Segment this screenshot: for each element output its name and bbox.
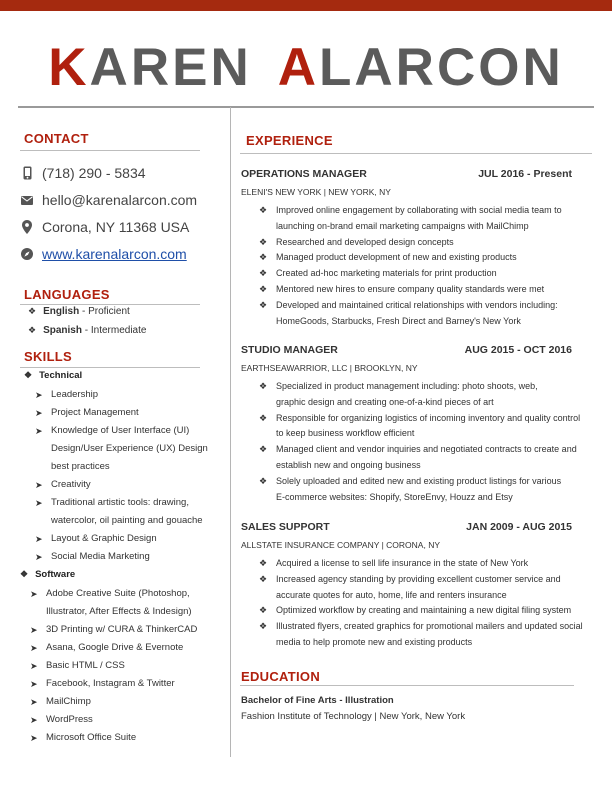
diamond-bullet-icon: ❖ — [259, 381, 268, 391]
skills-heading: SKILLS — [24, 349, 73, 364]
text-line: Optimized workflow by creating and maintaining a new digital filing system — [276, 605, 572, 616]
job-bullet — [259, 556, 599, 572]
diamond-bullet-icon: ❖ — [28, 325, 37, 335]
text-line: launching on-brand email marketing campaigns with MailChimp — [276, 220, 529, 231]
text-line: Layout & Graphic Design — [51, 533, 157, 544]
text-line: Design/User Experience (UX) Design — [51, 443, 208, 454]
text-line: Improved online engagement by collaborating with social media team to — [276, 205, 562, 215]
job-bullet — [259, 282, 599, 298]
arrow-bullet-icon: ➤ — [30, 679, 38, 689]
text-line: watercolor, oil painting and gouache — [51, 515, 203, 526]
contact-location-row — [20, 217, 189, 237]
text-line: Researched and developed design concepts — [276, 236, 454, 247]
diamond-bullet-icon: ❖ — [259, 252, 268, 263]
text-line: media to help promote new and existing products — [276, 636, 473, 647]
job-bullet — [259, 379, 599, 411]
top-accent-bar — [0, 0, 612, 11]
text-line: 3D Printing w/ CURA & ThinkerCAD — [46, 624, 198, 635]
skill-item — [35, 422, 208, 476]
skill-item — [30, 585, 192, 621]
last-name-initial: A — [277, 38, 320, 97]
language-item: ❖ English - Proficient — [28, 306, 130, 317]
skill-item — [35, 404, 139, 422]
phone-icon — [20, 165, 34, 181]
job-company: ELENI'S NEW YORK | NEW YORK, NY — [241, 187, 391, 197]
education-degree: Bachelor of Fine Arts - Illustration — [241, 695, 394, 706]
contact-email: hello@karenalarcon.com — [42, 192, 198, 208]
text-line: Asana, Google Drive & Evernote — [46, 642, 184, 653]
job-dates: JAN 2009 - AUG 2015 — [466, 521, 572, 533]
text-line: Project Management — [51, 407, 139, 418]
job-bullet — [259, 619, 599, 651]
arrow-bullet-icon: ➤ — [30, 715, 38, 725]
diamond-bullet-icon: ❖ — [259, 573, 268, 584]
text-line: MailChimp — [46, 696, 91, 707]
diamond-bullet-icon: ❖ — [259, 299, 268, 310]
text-line: Traditional artistic tools: drawing, — [51, 497, 189, 508]
text-line: graphic design and creating one-of-a-kind pieces of art — [276, 396, 494, 407]
software-label: Software — [35, 569, 76, 580]
skill-item — [30, 639, 183, 657]
skill-item — [30, 657, 125, 675]
skill-item — [35, 530, 157, 548]
text-line: Mentored new hires to ensure company quality standards were met — [276, 284, 545, 294]
education-heading-rule — [240, 685, 574, 686]
text-line: accurate quotes for auto, home, life and renters insurance — [276, 589, 507, 600]
diamond-bullet-icon: ❖ — [28, 306, 37, 316]
diamond-bullet-icon: ❖ — [259, 268, 268, 279]
languages-heading-rule — [20, 304, 200, 305]
job-bullet — [259, 203, 599, 235]
diamond-bullet-icon: ❖ — [259, 236, 268, 247]
first-name-initial: K — [48, 38, 90, 97]
text-line: Illustrated flyers, created graphics for promotional mailers and updated social — [276, 621, 583, 632]
arrow-bullet-icon: ➤ — [30, 643, 38, 653]
job-dates: JUL 2016 - Present — [478, 168, 572, 180]
job-bullet — [259, 250, 599, 266]
diamond-bullet-icon: ❖ — [259, 621, 268, 632]
skill-item — [30, 729, 136, 747]
language-level: Proficient — [88, 306, 130, 317]
arrow-bullet-icon: ➤ — [35, 426, 43, 436]
skill-item — [35, 386, 98, 404]
contact-email-row — [20, 190, 197, 210]
arrow-bullet-icon: ➤ — [35, 480, 43, 490]
text-line: Specialized in product management including: photo shoots, web, — [276, 381, 538, 391]
job-title: STUDIO MANAGER — [241, 344, 338, 356]
text-line: Managed client and vendor inquiries and negotiated contracts to create and — [276, 444, 577, 455]
envelope-icon — [20, 192, 34, 208]
column-divider — [230, 107, 231, 757]
text-line: WordPress — [46, 714, 93, 725]
arrow-bullet-icon: ➤ — [30, 589, 38, 599]
job-bullet — [259, 603, 599, 619]
text-line: Adobe Creative Suite (Photoshop, — [46, 588, 190, 599]
arrow-bullet-icon: ➤ — [35, 534, 43, 544]
text-line: Knowledge of User Interface (UI) — [51, 425, 190, 436]
education-school: Fashion Institute of Technology | New York, New York — [241, 711, 466, 722]
text-line: Leadership — [51, 389, 99, 400]
text-line: Creativity — [51, 479, 91, 490]
text-line: Social Media Marketing — [51, 551, 150, 562]
contact-website-row — [20, 244, 187, 264]
software-skills-heading — [20, 569, 75, 580]
language-name: English — [43, 306, 80, 317]
diamond-bullet-icon: ❖ — [259, 412, 268, 423]
technical-skills-heading — [24, 370, 82, 381]
text-line: Solely uploaded and edited new and existing product listings for various — [276, 475, 562, 486]
arrow-bullet-icon: ➤ — [30, 733, 38, 743]
skills-heading-rule — [20, 367, 200, 368]
text-line: best practices — [51, 461, 110, 472]
arrow-bullet-icon: ➤ — [30, 625, 38, 635]
header-divider — [18, 106, 594, 108]
experience-heading: EXPERIENCE — [246, 133, 333, 148]
text-line: Basic HTML / CSS — [46, 660, 125, 671]
job-bullet — [259, 235, 599, 251]
job-bullet — [259, 572, 599, 604]
text-line: Illustrator, After Effects & Indesign) — [46, 606, 192, 617]
skill-item — [35, 476, 91, 494]
arrow-bullet-icon: ➤ — [30, 697, 38, 707]
arrow-bullet-icon: ➤ — [30, 661, 38, 671]
skill-item — [35, 548, 150, 566]
contact-location: Corona, NY 11368 USA — [42, 219, 190, 235]
diamond-bullet-icon: ❖ — [259, 605, 268, 616]
text-line: Facebook, Instagram & Twitter — [46, 678, 175, 689]
text-line: Responsible for organizing logistics of incoming inventory and quality control — [276, 412, 581, 423]
job-title: SALES SUPPORT — [241, 521, 330, 533]
job-title: OPERATIONS MANAGER — [241, 168, 367, 180]
job-company: EARTHSEAWARRIOR, LLC | BROOKLYN, NY — [241, 363, 418, 373]
job-dates: AUG 2015 - OCT 2016 — [464, 344, 572, 356]
language-item: ❖ Spanish - Intermediate — [28, 325, 147, 336]
language-name: Spanish — [43, 325, 82, 336]
job-bullet — [259, 474, 599, 506]
experience-heading-rule — [240, 153, 592, 154]
diamond-bullet-icon: ❖ — [20, 569, 29, 579]
skill-item — [30, 621, 197, 639]
contact-website-link[interactable]: www.karenalarcon.com — [42, 246, 187, 262]
languages-heading: LANGUAGES — [24, 287, 110, 302]
text-line: Acquired a license to sell life insurance in the state of New York — [276, 558, 529, 568]
text-line: Increased agency standing by providing excellent customer service and — [276, 573, 561, 584]
contact-phone-row — [20, 163, 146, 183]
text-line: establish new and ongoing business — [276, 459, 421, 470]
diamond-bullet-icon: ❖ — [259, 475, 268, 486]
arrow-bullet-icon: ➤ — [35, 552, 43, 562]
resume-name — [0, 38, 612, 98]
contact-heading-rule — [20, 150, 200, 151]
text-line: HomeGoods, Starbucks, Fresh Direct and Barney's New York — [276, 315, 521, 326]
education-heading: EDUCATION — [241, 669, 321, 684]
technical-label: Technical — [39, 370, 83, 381]
first-name-rest: AREN — [89, 38, 252, 97]
text-line: to keep business workflow efficient — [276, 428, 415, 439]
skill-item — [30, 711, 93, 729]
diamond-bullet-icon: ❖ — [259, 205, 268, 215]
arrow-bullet-icon: ➤ — [35, 408, 43, 418]
diamond-bullet-icon: ❖ — [259, 444, 268, 455]
diamond-bullet-icon: ❖ — [24, 370, 33, 380]
diamond-bullet-icon: ❖ — [259, 558, 268, 568]
arrow-bullet-icon: ➤ — [35, 498, 43, 508]
text-line: Managed product development of new and existing products — [276, 252, 517, 263]
text-line: Created ad-hoc marketing materials for print production — [276, 268, 497, 279]
job-bullet — [259, 266, 599, 282]
skill-item — [30, 693, 91, 711]
job-bullet — [259, 411, 599, 443]
text-line: E-commerce websites: Shopify, StoreEnvy, Houzz and Etsy — [276, 491, 513, 502]
compass-icon — [20, 246, 34, 262]
skill-item — [35, 494, 203, 530]
last-name-rest: LARCON — [319, 38, 564, 97]
skill-item — [30, 675, 175, 693]
text-line: Microsoft Office Suite — [46, 732, 137, 743]
contact-heading: CONTACT — [24, 131, 89, 146]
map-pin-icon — [20, 219, 34, 235]
contact-phone: (718) 290 - 5834 — [42, 165, 146, 181]
diamond-bullet-icon: ❖ — [259, 284, 268, 294]
text-line: Developed and maintained critical relationships with vendors including: — [276, 299, 558, 310]
job-company: ALLSTATE INSURANCE COMPANY | CORONA, NY — [241, 540, 441, 550]
language-level: Intermediate — [90, 325, 147, 336]
job-bullet — [259, 442, 599, 474]
arrow-bullet-icon: ➤ — [35, 390, 43, 400]
job-bullet — [259, 298, 599, 330]
